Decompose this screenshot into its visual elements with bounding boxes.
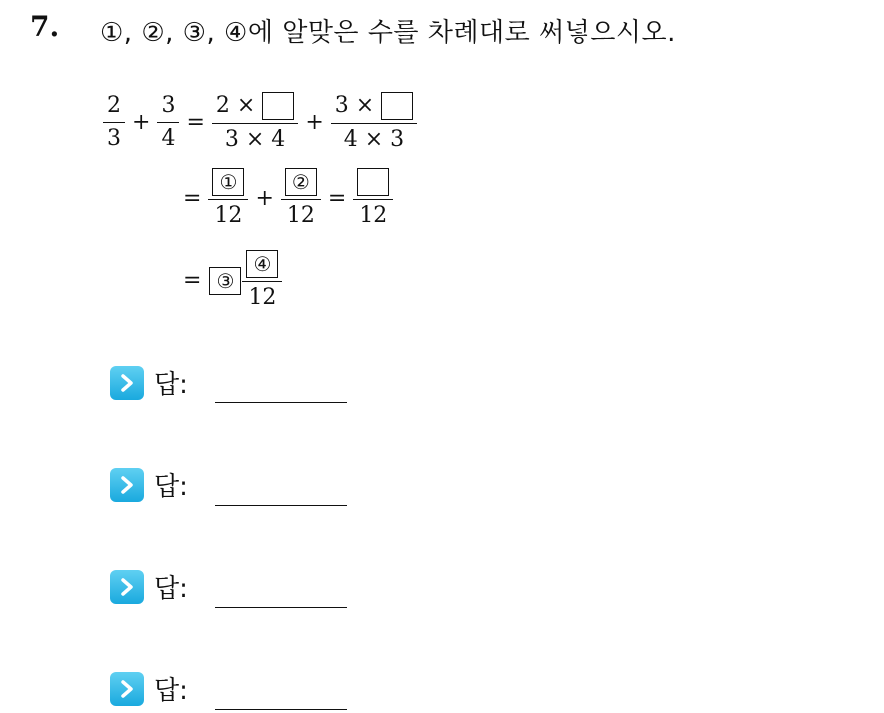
denominator: 12 [281, 199, 321, 229]
denominator: 4 [157, 122, 179, 152]
answer-row-4 [110, 670, 188, 707]
numerator: 2 [107, 93, 121, 118]
blank-box[interactable] [262, 92, 294, 120]
plus-sign: + [132, 110, 151, 135]
denominator: 12 [353, 199, 393, 229]
answer-line-4[interactable] [215, 709, 347, 710]
blank-box-4[interactable]: ④ [246, 250, 278, 278]
answer-row-2 [110, 466, 188, 503]
numerator: 3 [161, 93, 176, 118]
answer-label: 답: [154, 370, 188, 400]
fraction-expanded-1 [214, 92, 296, 153]
fraction-expanded-2 [333, 92, 415, 153]
numerator [333, 92, 415, 123]
answer-row-3 [110, 568, 188, 605]
chevron-right-icon [110, 366, 144, 400]
equals-sign: = [183, 268, 202, 293]
fraction-blank-mixed [244, 250, 280, 311]
numerator [244, 250, 280, 281]
blank-box[interactable] [381, 92, 413, 120]
numerator [214, 92, 296, 123]
equation-line-1 [102, 92, 418, 153]
blank-box-1[interactable]: ① [212, 168, 244, 196]
denominator: 3 × 4 [212, 123, 298, 153]
answer-line-2[interactable] [215, 505, 347, 506]
denominator: 4 × 3 [331, 123, 417, 153]
chevron-right-icon [110, 570, 144, 604]
blank-box-3[interactable]: ③ [209, 267, 241, 295]
answer-label: 답: [154, 472, 188, 502]
blank-box-2[interactable]: ② [285, 168, 317, 196]
equals-sign: = [186, 110, 205, 135]
fraction-2-3 [105, 93, 123, 152]
fraction-blank-1 [210, 168, 246, 229]
denominator: 3 [103, 122, 125, 152]
numerator-text: 3 × [334, 93, 375, 118]
answer-label: 답: [154, 676, 188, 706]
chevron-right-icon [110, 468, 144, 502]
numerator [210, 168, 246, 199]
plus-sign: + [305, 110, 324, 135]
question-text: ①, ②, ③, ④에 알맞은 수를 차례대로 써넣으시오. [100, 18, 676, 48]
equation-line-3 [177, 250, 283, 311]
equation-line-2 [177, 168, 394, 229]
numerator [355, 168, 391, 199]
denominator: 12 [208, 199, 248, 229]
fraction-3-4 [159, 93, 177, 152]
answer-label: 답: [154, 574, 188, 604]
chevron-right-icon [110, 672, 144, 706]
answer-line-3[interactable] [215, 607, 347, 608]
answer-line-1[interactable] [215, 402, 347, 403]
blank-box[interactable] [357, 168, 389, 196]
equals-sign: = [183, 186, 202, 211]
numerator [283, 168, 319, 199]
numerator-text: 2 × [215, 93, 256, 118]
fraction-blank-2 [283, 168, 319, 229]
plus-sign: + [255, 186, 274, 211]
fraction-blank-sum [355, 168, 391, 229]
equals-sign: = [327, 186, 347, 211]
question-number: 7. [30, 10, 60, 43]
denominator: 12 [242, 281, 282, 311]
answer-row-1 [110, 364, 188, 401]
